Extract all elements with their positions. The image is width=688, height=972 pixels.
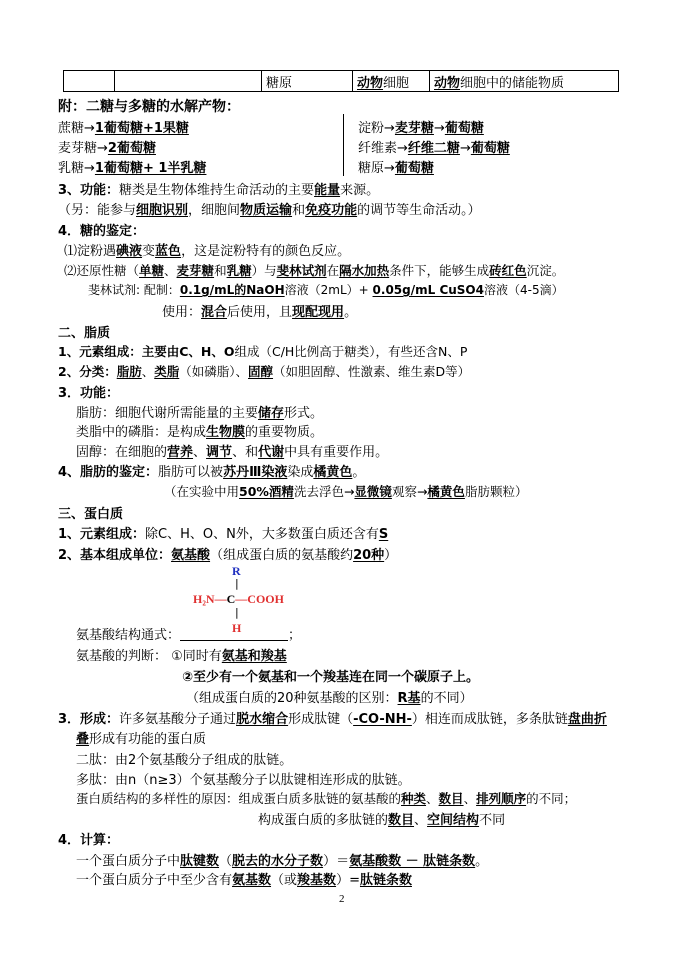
table-cell: 动物细胞中的储能物质 — [430, 71, 619, 92]
struct-h: H — [232, 621, 242, 635]
amino-acid-judge-2: ②至少有一个氨基和一个羧基连在同一个碳原子上。 — [182, 670, 480, 685]
hydrolysis-title: 附：二糖与多糖的水解产物： — [58, 99, 240, 115]
page-number: 2 — [339, 893, 345, 905]
general-formula: 氨基酸结构通式： ； — [76, 628, 302, 643]
amino-acid-structure: H₂N—C—COOH — [193, 592, 284, 606]
diversity-reason: 蛋白质结构的多样性的原因：组成蛋白质多肽链的氨基酸的种类、数目、排列顺序的不同； — [76, 791, 577, 806]
lipid-function-title: 3．功能： — [58, 386, 120, 401]
lipid-sterol: 固醇：在细胞的营养、调节、和代谢中具有重要作用。 — [76, 445, 389, 460]
divider — [343, 114, 344, 176]
lipid-elements: 1、元素组成：主要由C、H、O组成（C/H比例高于糖类），有些还含N、P — [58, 344, 468, 359]
protein-unit: 2、基本组成单位：氨基酸（组成蛋白质的氨基酸约20种） — [58, 548, 398, 563]
hydrolysis-left-3: 乳糖→1葡萄糖+ 1半乳糖 — [58, 161, 207, 176]
protein-elements: 1、元素组成：除C、H、O、N外，大多数蛋白质还含有S — [58, 527, 389, 542]
struct-bond-bottom: | — [235, 606, 239, 619]
lipid-phospholipid: 类脂中的磷脂：是构成生物膜的重要物质。 — [76, 425, 324, 440]
lipid-title: 二、脂质 — [58, 326, 111, 341]
table-cell — [115, 71, 262, 92]
amino-acid-judge: 氨基酸的判断： ①同时有氨基和羧基 — [76, 649, 287, 664]
starch-test: ⑴淀粉遇碘液变蓝色，这是淀粉特有的颜色反应。 — [64, 244, 351, 259]
hydrolysis-right-3: 糖原→葡萄糖 — [358, 161, 434, 176]
r-group-diff: （组成蛋白质的20种氨基酸的区别：R基的不同） — [186, 691, 473, 706]
diversity-reason-2: 构成蛋白质的多肽链的数目、空间结构不同 — [258, 813, 506, 828]
fat-test: 4、脂肪的鉴定：脂肪可以被苏丹Ⅲ染液染成橘黄色。 — [58, 465, 366, 480]
sugar-test-title: 4．糖的鉴定： — [58, 224, 146, 239]
fehling-use: 使用：混合后使用，且现配现用。 — [162, 305, 358, 320]
table-row — [64, 71, 619, 92]
table-cell — [64, 71, 115, 92]
calc-title: 4．计算： — [58, 833, 120, 848]
formula-blank — [180, 628, 288, 641]
dipeptide: 二肽：由2个氨基酸分子组成的肽链。 — [76, 753, 293, 768]
hydrolysis-right-2: 纤维素→纤维二糖→葡萄糖 — [358, 141, 510, 156]
hydrolysis-left-1: 蔗糖→1葡萄糖+1果糖 — [58, 121, 189, 136]
calc-1: 一个蛋白质分子中肽键数（脱去的水分子数）＝氨基酸数 － 肽链条数。 — [76, 854, 489, 869]
protein-formation-2: 叠形成有功能的蛋白质 — [76, 732, 207, 747]
bold-word: 动物 — [357, 75, 384, 91]
calc-2: 一个蛋白质分子中至少含有氨基数（或羧基数）=肽链条数 — [76, 873, 412, 888]
hydrolysis-right-1: 淀粉→麦芽糖→葡萄糖 — [358, 121, 484, 136]
fehling-prep: 斐林试剂: 配制：0.1g/mL的NaOH溶液（2mL）+ 0.05g/mL CuSO4溶液（4-5滴） — [88, 283, 564, 297]
top-table — [63, 70, 619, 92]
struct-bond-top: | — [235, 577, 239, 590]
protein-formation: 3．形成：许多氨基酸分子通过脱水缩合形成肽键（-CO-NH-）相连而成肽链，多条肽链盘曲折 — [58, 712, 607, 727]
struct-r: R — [232, 564, 241, 578]
fat-test-procedure: （在实验中用50%酒精洗去浮色→显微镜观察→橘黄色脂肪颗粒） — [164, 484, 528, 499]
sugar-function-note: （另：能参与细胞识别，细胞间物质运输和免疫功能的调节等生命活动。） — [58, 203, 481, 218]
lipid-fat: 脂肪：细胞代谢所需能量的主要储存形式。 — [76, 406, 324, 421]
protein-title: 三、蛋白质 — [58, 507, 124, 522]
table-cell: 糖原 — [262, 71, 353, 92]
reducing-sugar-test: ⑵还原性糖（单糖、麦芽糖和乳糖）与斐林试剂在隔水加热条件下，能够生成砖红色沉淀。 — [64, 263, 565, 278]
sugar-function: 3、功能：糖类是生物体维持生命活动的主要能量来源。 — [58, 183, 380, 198]
hydrolysis-left-2: 麦芽糖→2葡萄糖 — [58, 141, 156, 156]
polypeptide: 多肽：由n（n≥3）个氨基酸分子以肽键相连形成的肽链。 — [76, 773, 411, 788]
table-cell: 动物细胞 — [353, 71, 430, 92]
lipid-classes: 2、分类：脂肪、类脂（如磷脂）、固醇（如胆固醇、性激素、维生素D等） — [58, 364, 471, 379]
